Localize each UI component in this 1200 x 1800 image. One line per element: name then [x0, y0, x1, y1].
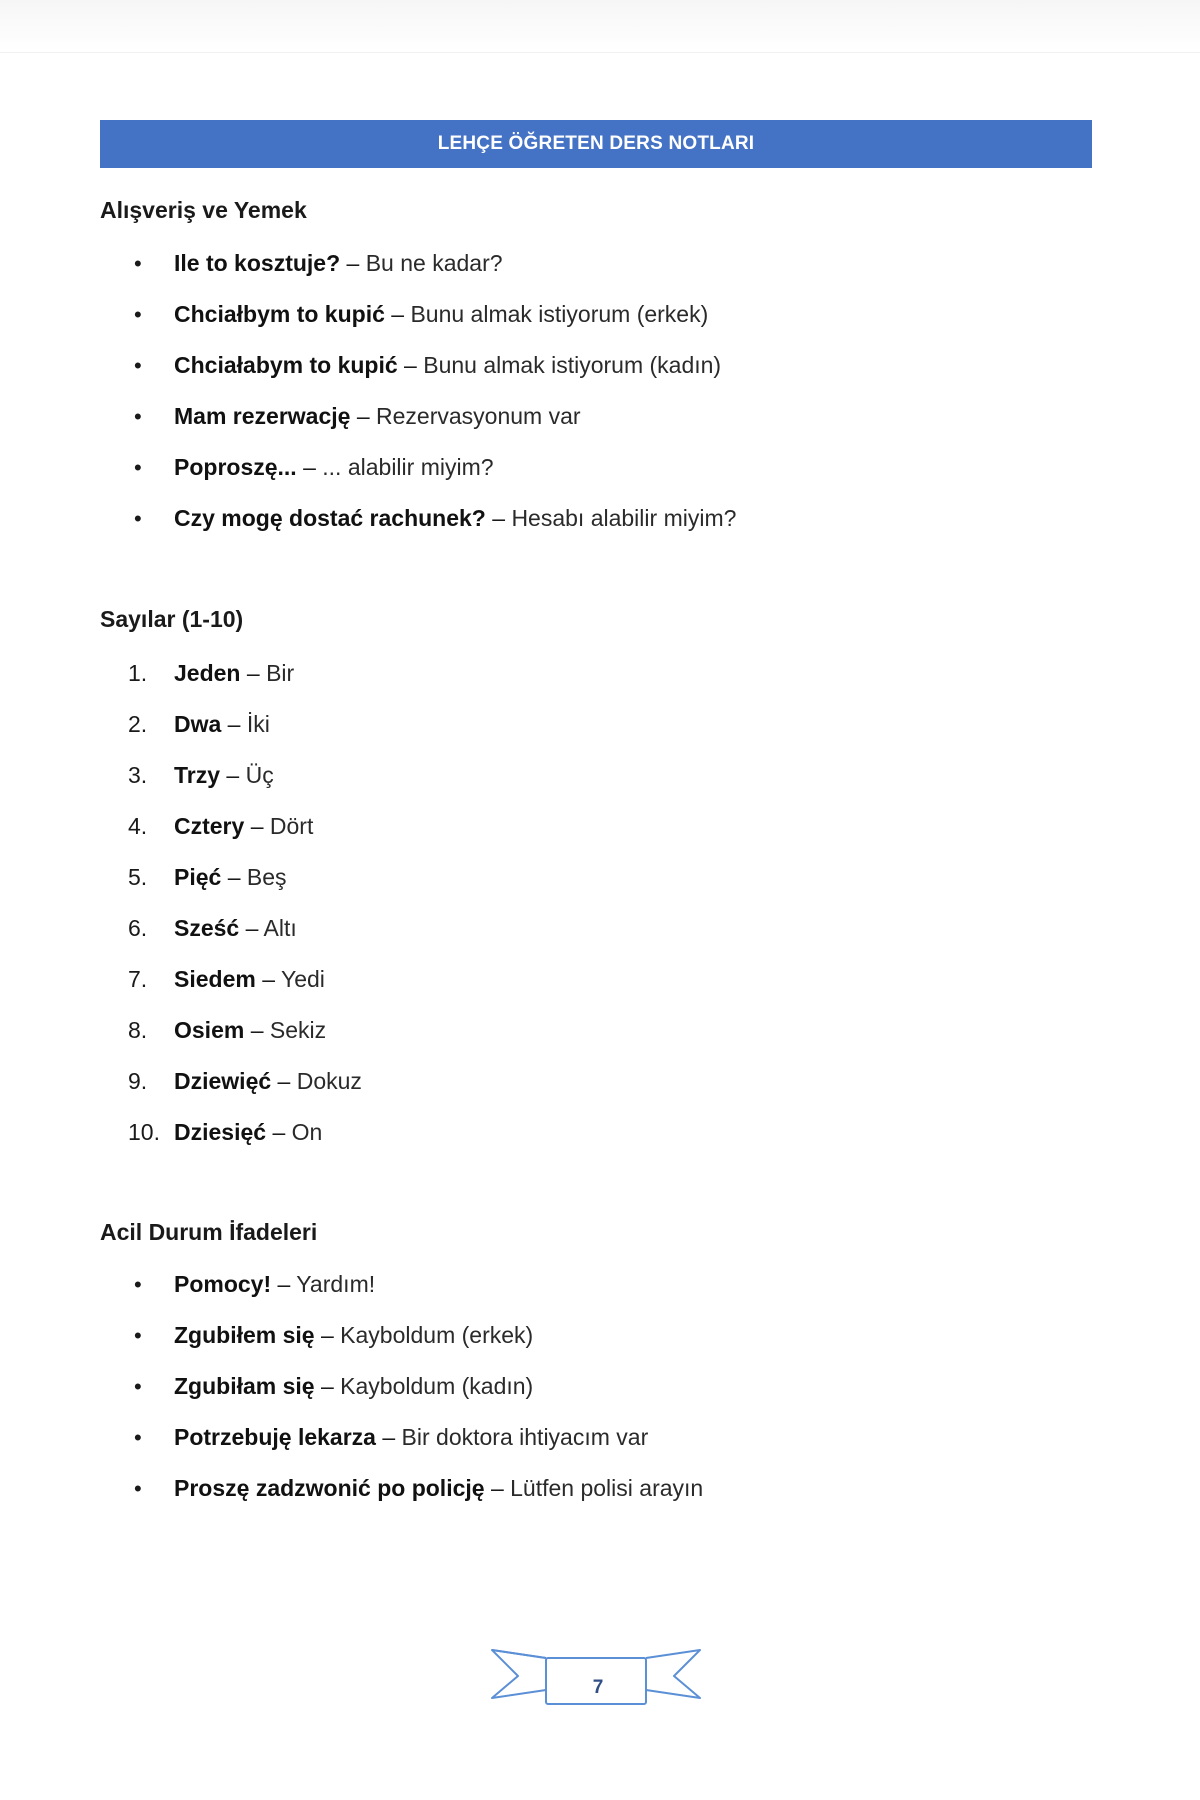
page-number: 7 [592, 1677, 604, 1698]
separator-dash: – [255, 966, 281, 992]
separator-dash: – [340, 250, 366, 276]
list-item [128, 1463, 703, 1514]
shopping-phrase-list [128, 238, 736, 544]
bullet-icon: • [134, 1476, 142, 1501]
turkish-meaning: Lütfen polisi arayın [510, 1475, 704, 1501]
list-item [128, 648, 362, 699]
polish-phrase: Pomocy! [174, 1271, 272, 1297]
polish-phrase: Zgubiłem się [174, 1322, 315, 1348]
polish-word: Dziewięć [174, 1068, 272, 1094]
turkish-meaning: Bunu almak istiyorum (erkek) [410, 301, 709, 327]
separator-dash: – [397, 352, 424, 378]
turkish-meaning: Dokuz [296, 1068, 362, 1094]
polish-word: Sześć [174, 915, 240, 941]
turkish-meaning: Sekiz [269, 1017, 327, 1043]
polish-phrase: Chciałabym to kupić [174, 352, 398, 378]
turkish-meaning: Yardım! [296, 1271, 376, 1297]
bullet-icon: • [134, 251, 142, 276]
list-number: 5. [128, 864, 148, 890]
polish-phrase: Ile to kosztuje? [174, 250, 341, 276]
list-item [128, 493, 736, 544]
turkish-meaning: Beş [246, 864, 287, 890]
list-number: 7. [128, 966, 148, 992]
bullet-icon: • [134, 353, 142, 378]
list-item [128, 852, 362, 903]
viewer-top-strip [0, 0, 1200, 53]
list-item [128, 1310, 703, 1361]
section-title-emergency: Acil Durum İfadeleri [100, 1219, 318, 1245]
polish-phrase: Proszę zadzwonić po policję [174, 1475, 485, 1501]
polish-phrase: Zgubiłam się [174, 1373, 315, 1399]
list-item [128, 442, 736, 493]
polish-word: Trzy [174, 762, 221, 788]
turkish-meaning: Kayboldum (kadın) [340, 1373, 534, 1399]
section-title-numbers: Sayılar (1-10) [100, 606, 244, 632]
list-number: 3. [128, 762, 148, 788]
bullet-icon: • [134, 455, 142, 480]
bullet-icon: • [134, 404, 142, 429]
list-item [128, 903, 362, 954]
numbers-list [128, 648, 362, 1158]
bullet-icon: • [134, 1272, 142, 1297]
separator-dash: – [266, 1119, 292, 1145]
separator-dash: – [240, 660, 267, 686]
turkish-meaning: Bir doktora ihtiyacım var [401, 1424, 649, 1450]
list-number: 8. [128, 1017, 148, 1043]
bullet-icon: • [134, 1323, 142, 1348]
list-item [128, 801, 362, 852]
list-item [128, 699, 362, 750]
separator-dash: – [271, 1068, 297, 1094]
turkish-meaning: Yedi [280, 966, 325, 992]
bullet-icon: • [134, 1374, 142, 1399]
document-header-banner [100, 120, 1092, 168]
polish-phrase: Czy mogę dostać rachunek? [174, 505, 486, 531]
section-title-shopping: Alışveriş ve Yemek [100, 197, 307, 223]
polish-word: Pięć [174, 864, 222, 890]
turkish-meaning: Bir [266, 660, 295, 686]
bullet-icon: • [134, 1425, 142, 1450]
turkish-meaning: Dört [269, 813, 314, 839]
list-item [128, 1056, 362, 1107]
turkish-meaning: Bu ne kadar? [365, 250, 503, 276]
polish-phrase: Chciałbym to kupić [174, 301, 385, 327]
list-item [128, 289, 736, 340]
polish-phrase: Poproszę... [174, 454, 297, 480]
list-item [128, 750, 362, 801]
turkish-meaning: ... alabilir miyim? [322, 454, 494, 480]
turkish-meaning: İki [246, 711, 270, 737]
separator-dash: – [239, 915, 264, 941]
list-item [128, 238, 736, 289]
list-number: 4. [128, 813, 148, 839]
separator-dash: – [350, 403, 377, 429]
polish-word: Jeden [174, 660, 241, 686]
list-item [128, 1412, 703, 1463]
polish-word: Siedem [174, 966, 256, 992]
turkish-meaning: Hesabı alabilir miyim? [511, 505, 737, 531]
turkish-meaning: Altı [263, 915, 297, 941]
polish-word: Dziesięć [174, 1119, 267, 1145]
list-number: 1. [128, 660, 148, 686]
separator-dash: – [220, 762, 246, 788]
polish-word: Osiem [174, 1017, 245, 1043]
separator-dash: – [485, 505, 512, 531]
list-number: 6. [128, 915, 148, 941]
turkish-meaning: On [291, 1119, 323, 1145]
polish-word: Dwa [174, 711, 222, 737]
list-number: 9. [128, 1068, 148, 1094]
separator-dash: – [314, 1373, 341, 1399]
separator-dash: – [221, 864, 247, 890]
list-item [128, 1005, 362, 1056]
list-item [128, 954, 362, 1005]
turkish-meaning: Kayboldum (erkek) [340, 1322, 534, 1348]
separator-dash: – [244, 1017, 270, 1043]
list-item [128, 1361, 703, 1412]
bullet-icon: • [134, 506, 142, 531]
list-item [128, 1259, 703, 1310]
list-item [128, 391, 736, 442]
separator-dash: – [244, 813, 270, 839]
turkish-meaning: Bunu almak istiyorum (kadın) [423, 352, 722, 378]
separator-dash: – [271, 1271, 297, 1297]
separator-dash: – [375, 1424, 402, 1450]
list-item [128, 340, 736, 391]
polish-phrase: Potrzebuję lekarza [174, 1424, 376, 1450]
list-number: 10. [128, 1119, 160, 1145]
emergency-phrase-list [128, 1259, 703, 1514]
list-number: 2. [128, 711, 148, 737]
polish-phrase: Mam rezerwację [174, 403, 351, 429]
separator-dash: – [221, 711, 247, 737]
separator-dash: – [296, 454, 323, 480]
bullet-icon: • [134, 302, 142, 327]
list-item [128, 1107, 362, 1158]
separator-dash: – [314, 1322, 341, 1348]
turkish-meaning: Rezervasyonum var [376, 403, 581, 429]
polish-word: Cztery [174, 813, 245, 839]
document-header-title: LEHÇE ÖĞRETEN DERS NOTLARI [437, 133, 755, 154]
separator-dash: – [384, 301, 411, 327]
turkish-meaning: Üç [245, 762, 274, 788]
separator-dash: – [484, 1475, 511, 1501]
